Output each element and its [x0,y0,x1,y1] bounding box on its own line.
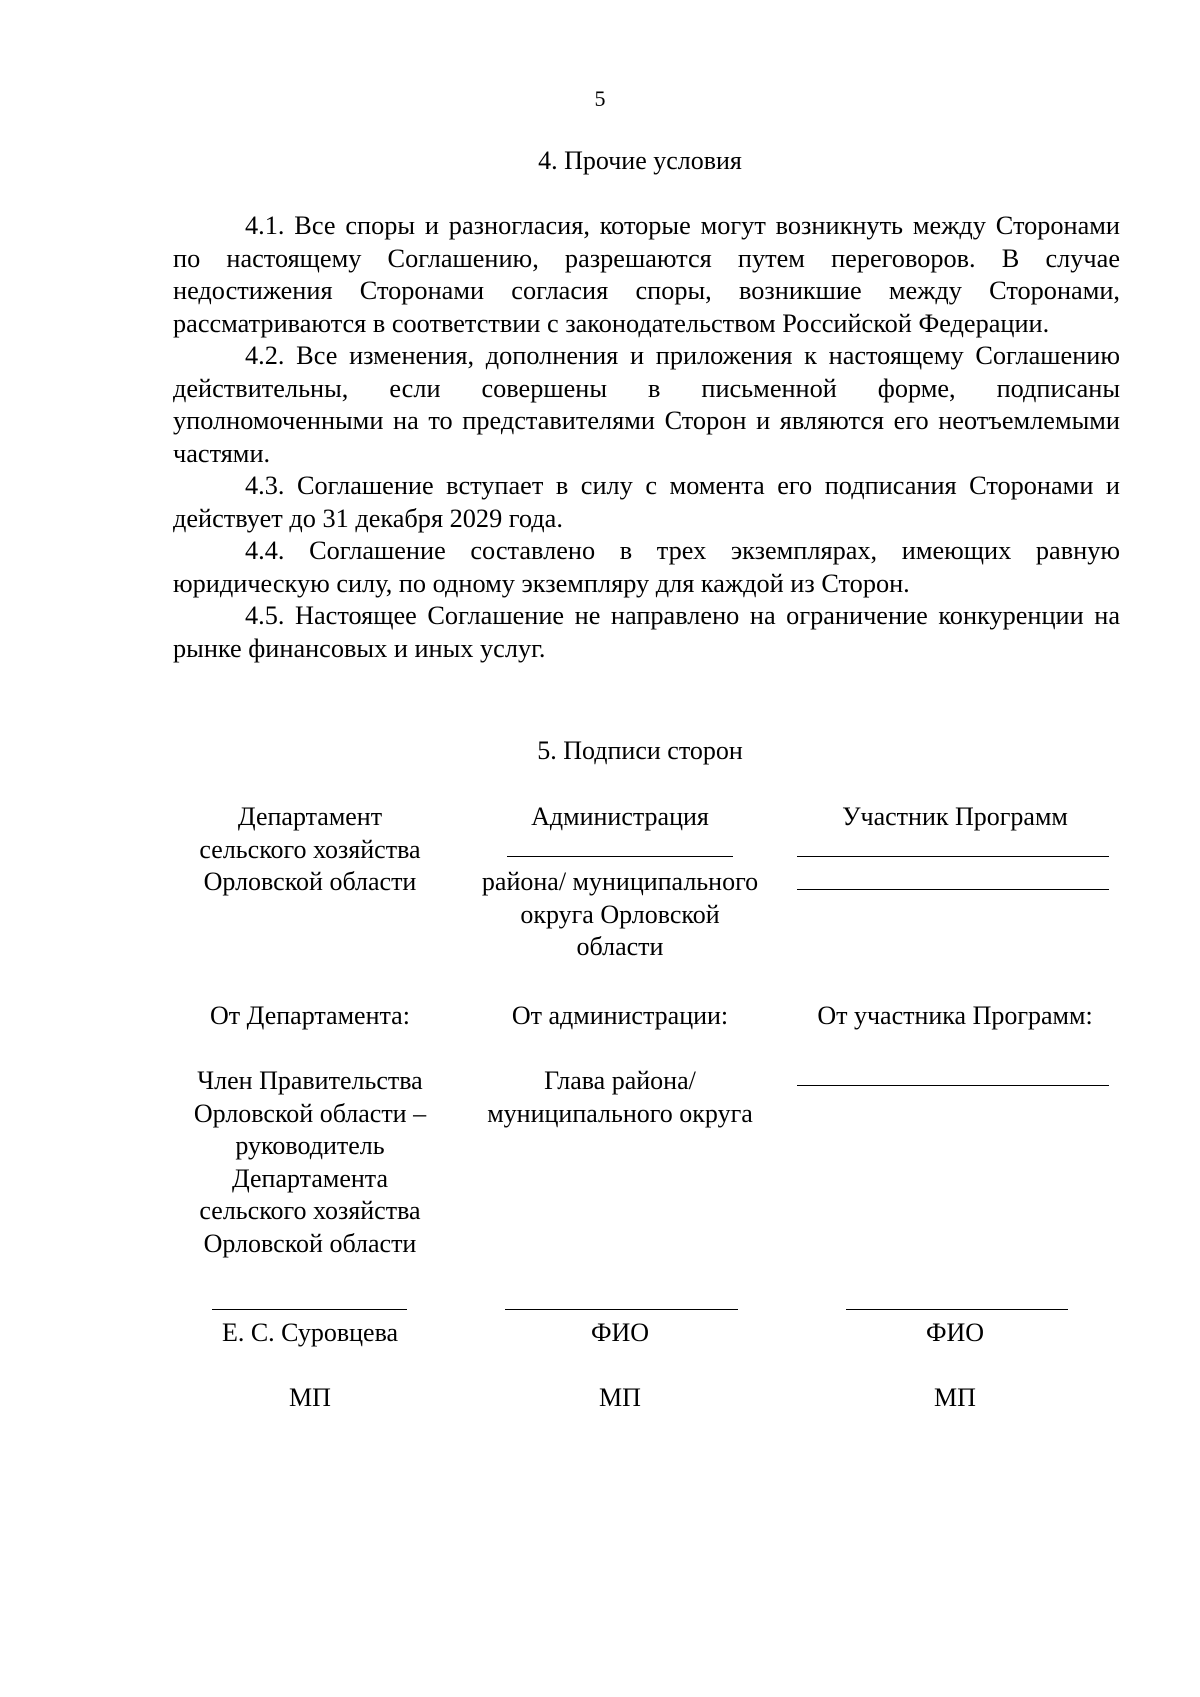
administration-position: Глава района/ муниципального округа [487,1066,753,1128]
section-4-title: 4. Прочие условия [538,146,742,175]
page-number: 5 [594,86,606,111]
department-seal: МП [289,1383,331,1412]
clause-4-3: 4.3. Соглашение вступает в силу с момента его подписания Сторонами и действует до 31 декабря 2029 года. [173,471,1120,533]
participant-from-label: От участника Программ: [817,1001,1093,1030]
department-name: Департамент сельского хозяйства Орловской области [199,802,421,896]
section-5-title: 5. Подписи сторон [537,736,743,765]
participant-name: Участник Программ [842,802,1068,831]
participant-signatory: ФИО [925,1318,985,1347]
participant-name-line-1 [797,856,1109,857]
administration-signature-line [505,1309,738,1310]
administration-district-line [507,856,733,857]
participant-position-line [797,1085,1109,1086]
department-signature-line [212,1309,407,1310]
department-signatory: Е. С. Суровцева [221,1318,399,1347]
clause-4-2: 4.2. Все изменения, дополнения и приложения к настоящему Соглашению действительны, если совершены в письменной форме, подписаны уполномоченными на то представителями Сторон и являются его неотъемлемыми частями. [173,341,1120,468]
department-from-label: От Департамента: [210,1001,410,1030]
administration-from-label: От администрации: [511,1001,729,1030]
department-position: Член Правительства Орловской области – руководитель Департамента сельского хозяйства Орловской области [193,1066,427,1258]
clause-4-4: 4.4. Соглашение составлено в трех экземплярах, имеющих равную юридическую силу, по одному экземпляру для каждой из Сторон. [173,536,1120,598]
clause-4-5: 4.5. Настоящее Соглашение не направлено на ограничение конкуренции на рынке финансовых и иных услуг. [173,601,1120,663]
administration-seal: МП [599,1383,641,1412]
clause-4-1: 4.1. Все споры и разногласия, которые могут возникнуть между Сторонами по настоящему Соглашению, разрешаются путем переговоров. В случае недостижения Сторонами согласия споры, возникшие между Сторонами, рассматриваются в соответствии с законодательством Российской Федерации. [173,211,1120,338]
participant-signature-line [846,1309,1068,1310]
administration-name-bottom: района/ муниципального округа Орловской области [481,867,759,961]
participant-name-line-2 [797,889,1109,890]
section-4-clauses [173,210,1120,665]
administration-signatory: ФИО [590,1318,650,1347]
participant-seal: МП [934,1383,976,1412]
administration-name-top: Администрация [531,802,709,831]
